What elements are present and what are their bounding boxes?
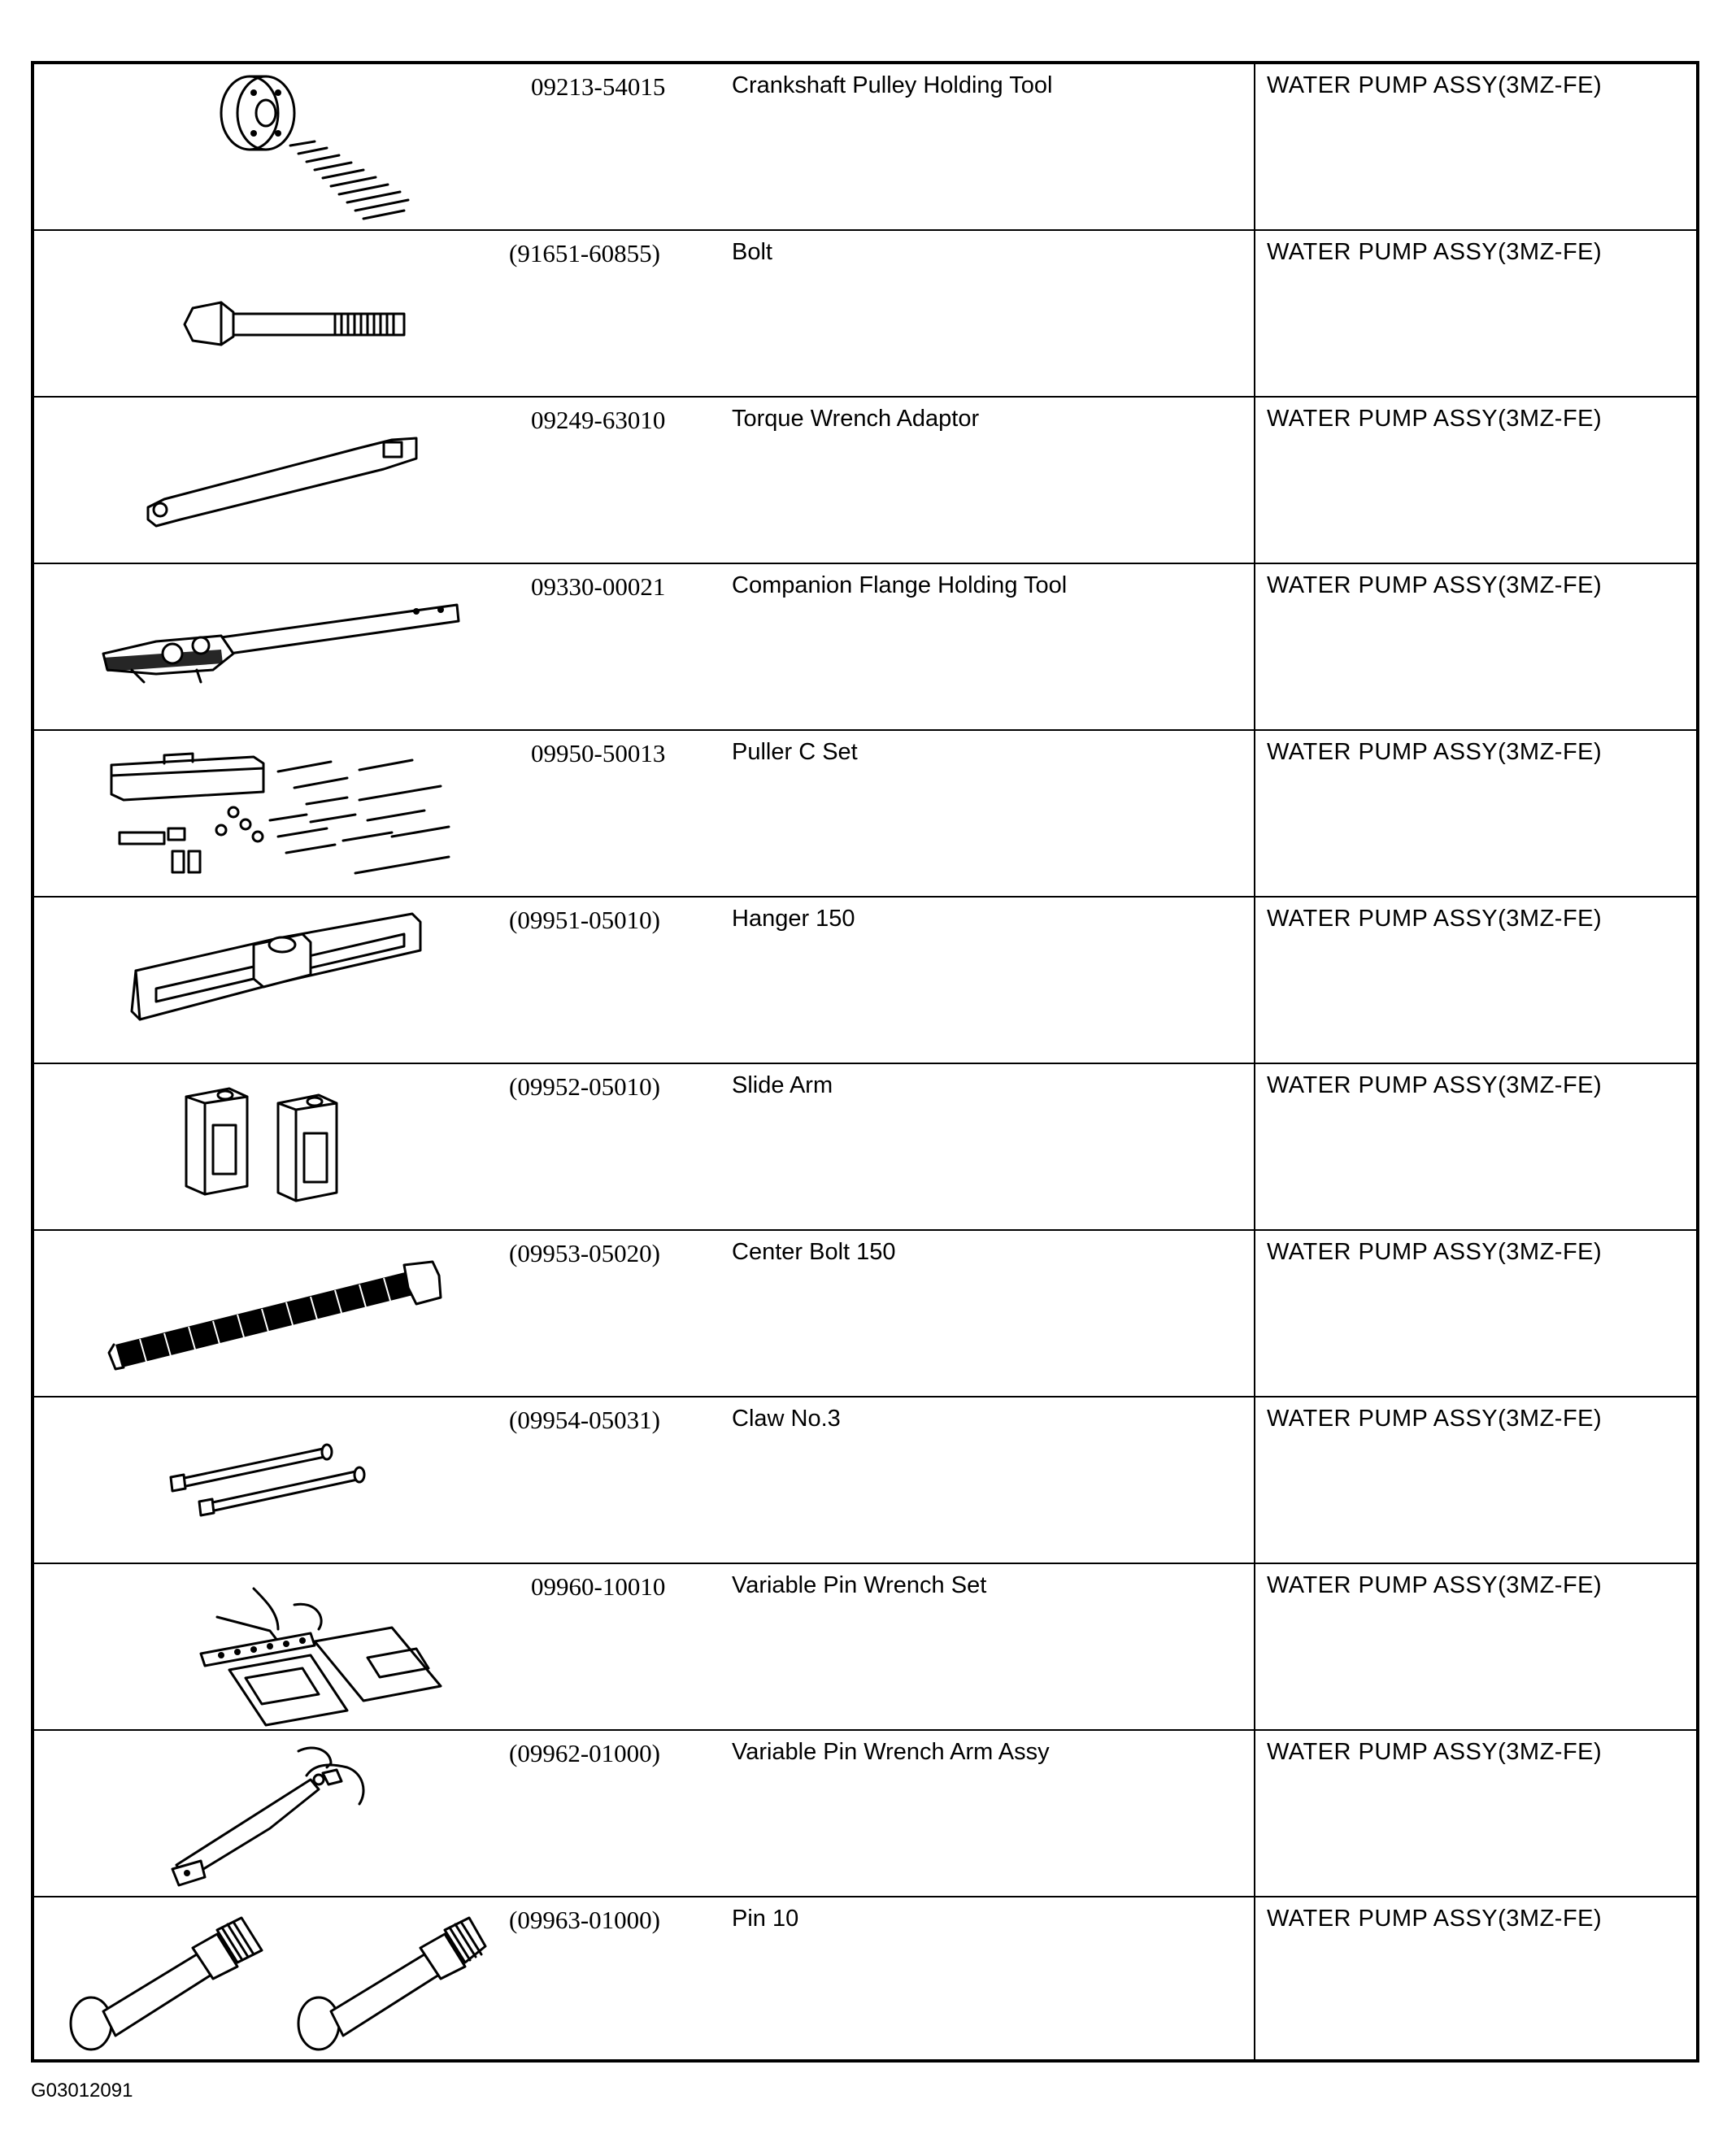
column-divider (1254, 1564, 1255, 1729)
column-divider (1254, 64, 1255, 229)
table-row (34, 564, 1696, 731)
table-row (34, 898, 1696, 1064)
crankshaft-pulley-holding-tool-icon (34, 64, 489, 231)
table-row (34, 1564, 1696, 1731)
column-divider (1254, 1897, 1255, 2059)
part-number: 09213-54015 (531, 72, 666, 101)
companion-flange-holding-tool-icon (34, 564, 489, 731)
application: WATER PUMP ASSY(3MZ-FE) (1267, 1406, 1603, 1432)
tool-name: Bolt (732, 239, 772, 265)
part-number: (09962-01000) (509, 1739, 660, 1767)
tool-name: Hanger 150 (732, 906, 855, 932)
column-divider (1254, 1231, 1255, 1396)
table-row (34, 1897, 1696, 2059)
tool-name: Pin 10 (732, 1906, 799, 1932)
application: WATER PUMP ASSY(3MZ-FE) (1267, 739, 1603, 765)
part-number: (09951-05010) (509, 906, 660, 934)
hanger-icon (34, 898, 489, 1064)
tool-name: Variable Pin Wrench Set (732, 1572, 987, 1598)
tool-name: Center Bolt 150 (732, 1239, 896, 1265)
application: WATER PUMP ASSY(3MZ-FE) (1267, 239, 1603, 265)
column-divider (1254, 398, 1255, 563)
application: WATER PUMP ASSY(3MZ-FE) (1267, 1739, 1603, 1765)
column-divider (1254, 1397, 1255, 1563)
part-number: 09960-10010 (531, 1572, 666, 1601)
bolt-icon (34, 231, 489, 398)
column-divider (1254, 1731, 1255, 1896)
tool-name: Slide Arm (732, 1072, 833, 1098)
tool-name: Crankshaft Pulley Holding Tool (732, 72, 1053, 98)
tool-name: Claw No.3 (732, 1406, 841, 1432)
application: WATER PUMP ASSY(3MZ-FE) (1267, 1239, 1603, 1265)
application: WATER PUMP ASSY(3MZ-FE) (1267, 406, 1603, 432)
column-divider (1254, 1064, 1255, 1229)
tool-name: Torque Wrench Adaptor (732, 406, 980, 432)
table-row (34, 1231, 1696, 1397)
tool-name: Puller C Set (732, 739, 858, 765)
part-number: (09952-05010) (509, 1072, 660, 1101)
torque-wrench-adaptor-icon (34, 398, 489, 564)
table-row (34, 64, 1696, 231)
application: WATER PUMP ASSY(3MZ-FE) (1267, 572, 1603, 598)
table-row (34, 1064, 1696, 1231)
special-tools-table (31, 61, 1699, 2063)
part-number: 09950-50013 (531, 739, 666, 767)
table-row (34, 1731, 1696, 1897)
tool-name: Companion Flange Holding Tool (732, 572, 1068, 598)
table-row (34, 398, 1696, 564)
application: WATER PUMP ASSY(3MZ-FE) (1267, 72, 1603, 98)
claw-icon (34, 1397, 489, 1564)
part-number: 09330-00021 (531, 572, 666, 601)
column-divider (1254, 231, 1255, 396)
application: WATER PUMP ASSY(3MZ-FE) (1267, 1072, 1603, 1098)
column-divider (1254, 731, 1255, 896)
slide-arm-icon (34, 1064, 489, 1231)
column-divider (1254, 564, 1255, 729)
variable-pin-wrench-set-icon (34, 1564, 489, 1731)
figure-id: G03012091 (31, 2080, 133, 2102)
application: WATER PUMP ASSY(3MZ-FE) (1267, 906, 1603, 932)
table-row (34, 1397, 1696, 1564)
part-number: 09249-63010 (531, 406, 666, 434)
application: WATER PUMP ASSY(3MZ-FE) (1267, 1906, 1603, 1932)
tool-name: Variable Pin Wrench Arm Assy (732, 1739, 1050, 1765)
pin-wrench-arm-icon (34, 1731, 489, 1897)
application: WATER PUMP ASSY(3MZ-FE) (1267, 1572, 1603, 1598)
center-bolt-icon (34, 1231, 489, 1397)
part-number: (09953-05020) (509, 1239, 660, 1267)
column-divider (1254, 898, 1255, 1063)
part-number: (09963-01000) (509, 1906, 660, 1934)
part-number: (09954-05031) (509, 1406, 660, 1434)
table-row (34, 731, 1696, 898)
pin-icon (34, 1897, 489, 2064)
puller-c-set-icon (34, 731, 489, 898)
table-row (34, 231, 1696, 398)
part-number: (91651-60855) (509, 239, 660, 267)
